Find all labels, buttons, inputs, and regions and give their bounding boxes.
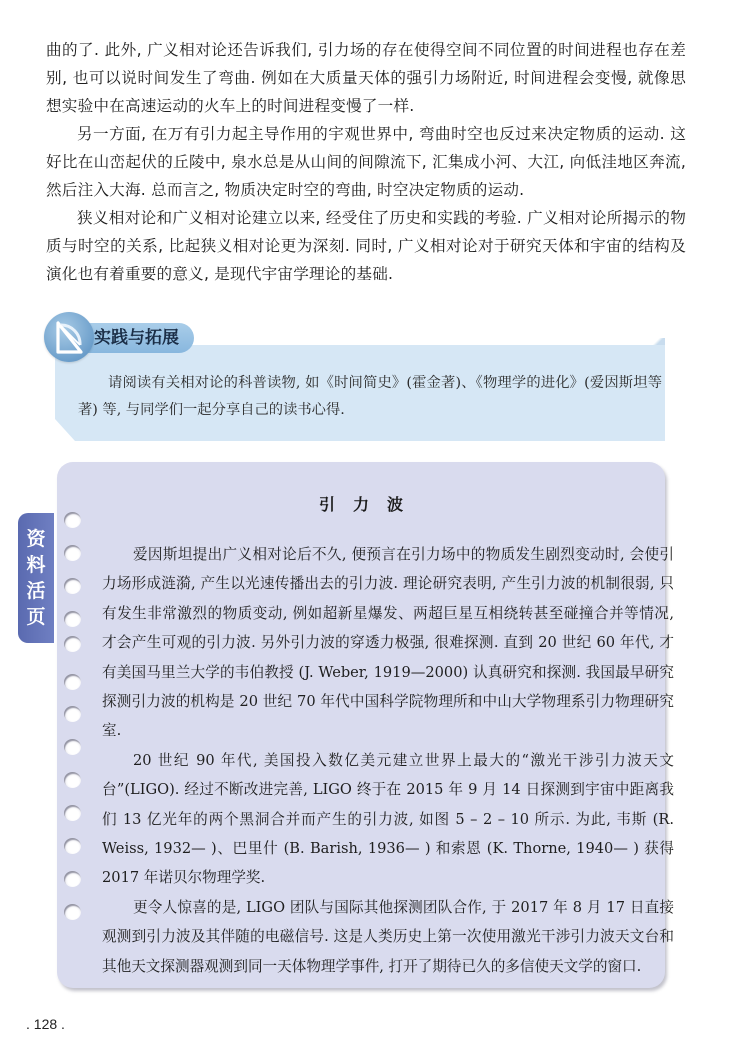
binder-ring-icon bbox=[64, 636, 81, 652]
binder-ring-icon bbox=[64, 772, 81, 788]
practice-box-label: 实践与拓展 bbox=[80, 323, 194, 353]
binder-ring-icon bbox=[64, 739, 81, 755]
info-card-text bbox=[102, 540, 674, 981]
practice-box-text: 请阅读有关相对论的科普读物, 如《时间简史》(霍金著)、《物理学的进化》(爱因斯坦等著) 等, 与同学们一起分享自己的读书心得. bbox=[78, 375, 662, 418]
page-number: . 128 . bbox=[26, 1016, 65, 1032]
info-paragraph-2: 20 世纪 90 年代, 美国投入数亿美元建立世界上最大的“激光干涉引力波天文台”(LIGO). 经过不断改进完善, LIGO 终于在 2015 年 9 月 14 日探测到宇宙中距离我们 13 亿光年的两个黑洞合并而产生的引力波, 如图 5 – 2 – 10 所示. 为此, 韦斯 (R. Weiss, 1932— )、巴里什 (B. Barish, 1936— ) 和索恩 (K. Thorne, 1940— ) 获得 2017 年诺贝尔物理学奖. bbox=[102, 751, 674, 887]
binder-ring-icon bbox=[64, 904, 81, 920]
info-paragraph-3: 更令人惊喜的是, LIGO 团队与国际其他探测团队合作, 于 2017 年 8 月 17 日直接观测到引力波及其伴随的电磁信号. 这是人类历史上第一次使用激光干涉引力波天文台和其他天文探测器观测到同一天体物理学事件, 打开了期待已久的多信使天文学的窗口. bbox=[102, 898, 674, 975]
binder-ring-icon bbox=[64, 706, 81, 722]
info-paragraph-1: 爱因斯坦提出广义相对论后不久, 便预言在引力场中的物质发生剧烈变动时, 会使引力场形成涟漪, 产生以光速传播出去的引力波. 理论研究表明, 产生引力波的机制很弱, 只有发生非常激烈的物质变动, 例如超新星爆发、两超巨星互相绕转甚至碰撞合并等情况, 才会产生可观的引力波. 另外引力波的穿透力极强, 很难探测. 直到 20 世纪 60 年代, 才有美国马里兰大学的韦伯教授 (J. Weber, 1919—2000) 认真研究和探测. 我国最早研究探测引力波的机构是 20 世纪 70 年代中国科学院物理所和中山大学物理系引力物理研究室. bbox=[102, 546, 674, 740]
binder-ring-icon bbox=[64, 838, 81, 854]
binder-ring-icon bbox=[64, 578, 81, 594]
binder-ring-icon bbox=[64, 871, 81, 887]
practice-badge bbox=[44, 312, 94, 362]
paragraph-1: 曲的了. 此外, 广义相对论还告诉我们, 引力场的存在使得空间不同位置的时间进程也存在差别, 也可以说时间发生了弯曲. 例如在大质量天体的强引力场附近, 时间进程会变慢, 就像思想实验中在高速运动的火车上的时间进程变慢了一样. bbox=[46, 41, 686, 115]
triangle-ruler-protractor-icon bbox=[44, 312, 94, 362]
paragraph-3: 狭义相对论和广义相对论建立以来, 经受住了历史和实践的考验. 广义相对论所揭示的物质与时空的关系, 比起狭义相对论更为深刻. 同时, 广义相对论对于研究天体和宇宙的结构及演化也有着重要的意义, 是现代宇宙学理论的基础. bbox=[46, 209, 686, 283]
binder-ring-icon bbox=[64, 611, 81, 627]
binder-ring-icon bbox=[64, 545, 81, 561]
binder-ring-icon bbox=[64, 512, 81, 528]
main-text bbox=[46, 36, 686, 288]
binder-ring-icon bbox=[64, 674, 81, 690]
info-card-title: 引力波 bbox=[318, 495, 421, 514]
side-tab-resource-page: 资 料 活 页 bbox=[18, 513, 54, 643]
paragraph-2: 另一方面, 在万有引力起主导作用的宇观世界中, 弯曲时空也反过来决定物质的运动. 这好比在山峦起伏的丘陵中, 泉水总是从山间的间隙流下, 汇集成小河、大江, 向低洼地区奔流, 然后注入大海. 总而言之, 物质决定时空的弯曲, 时空决定物质的运动. bbox=[46, 125, 686, 199]
binder-ring-icon bbox=[64, 805, 81, 821]
